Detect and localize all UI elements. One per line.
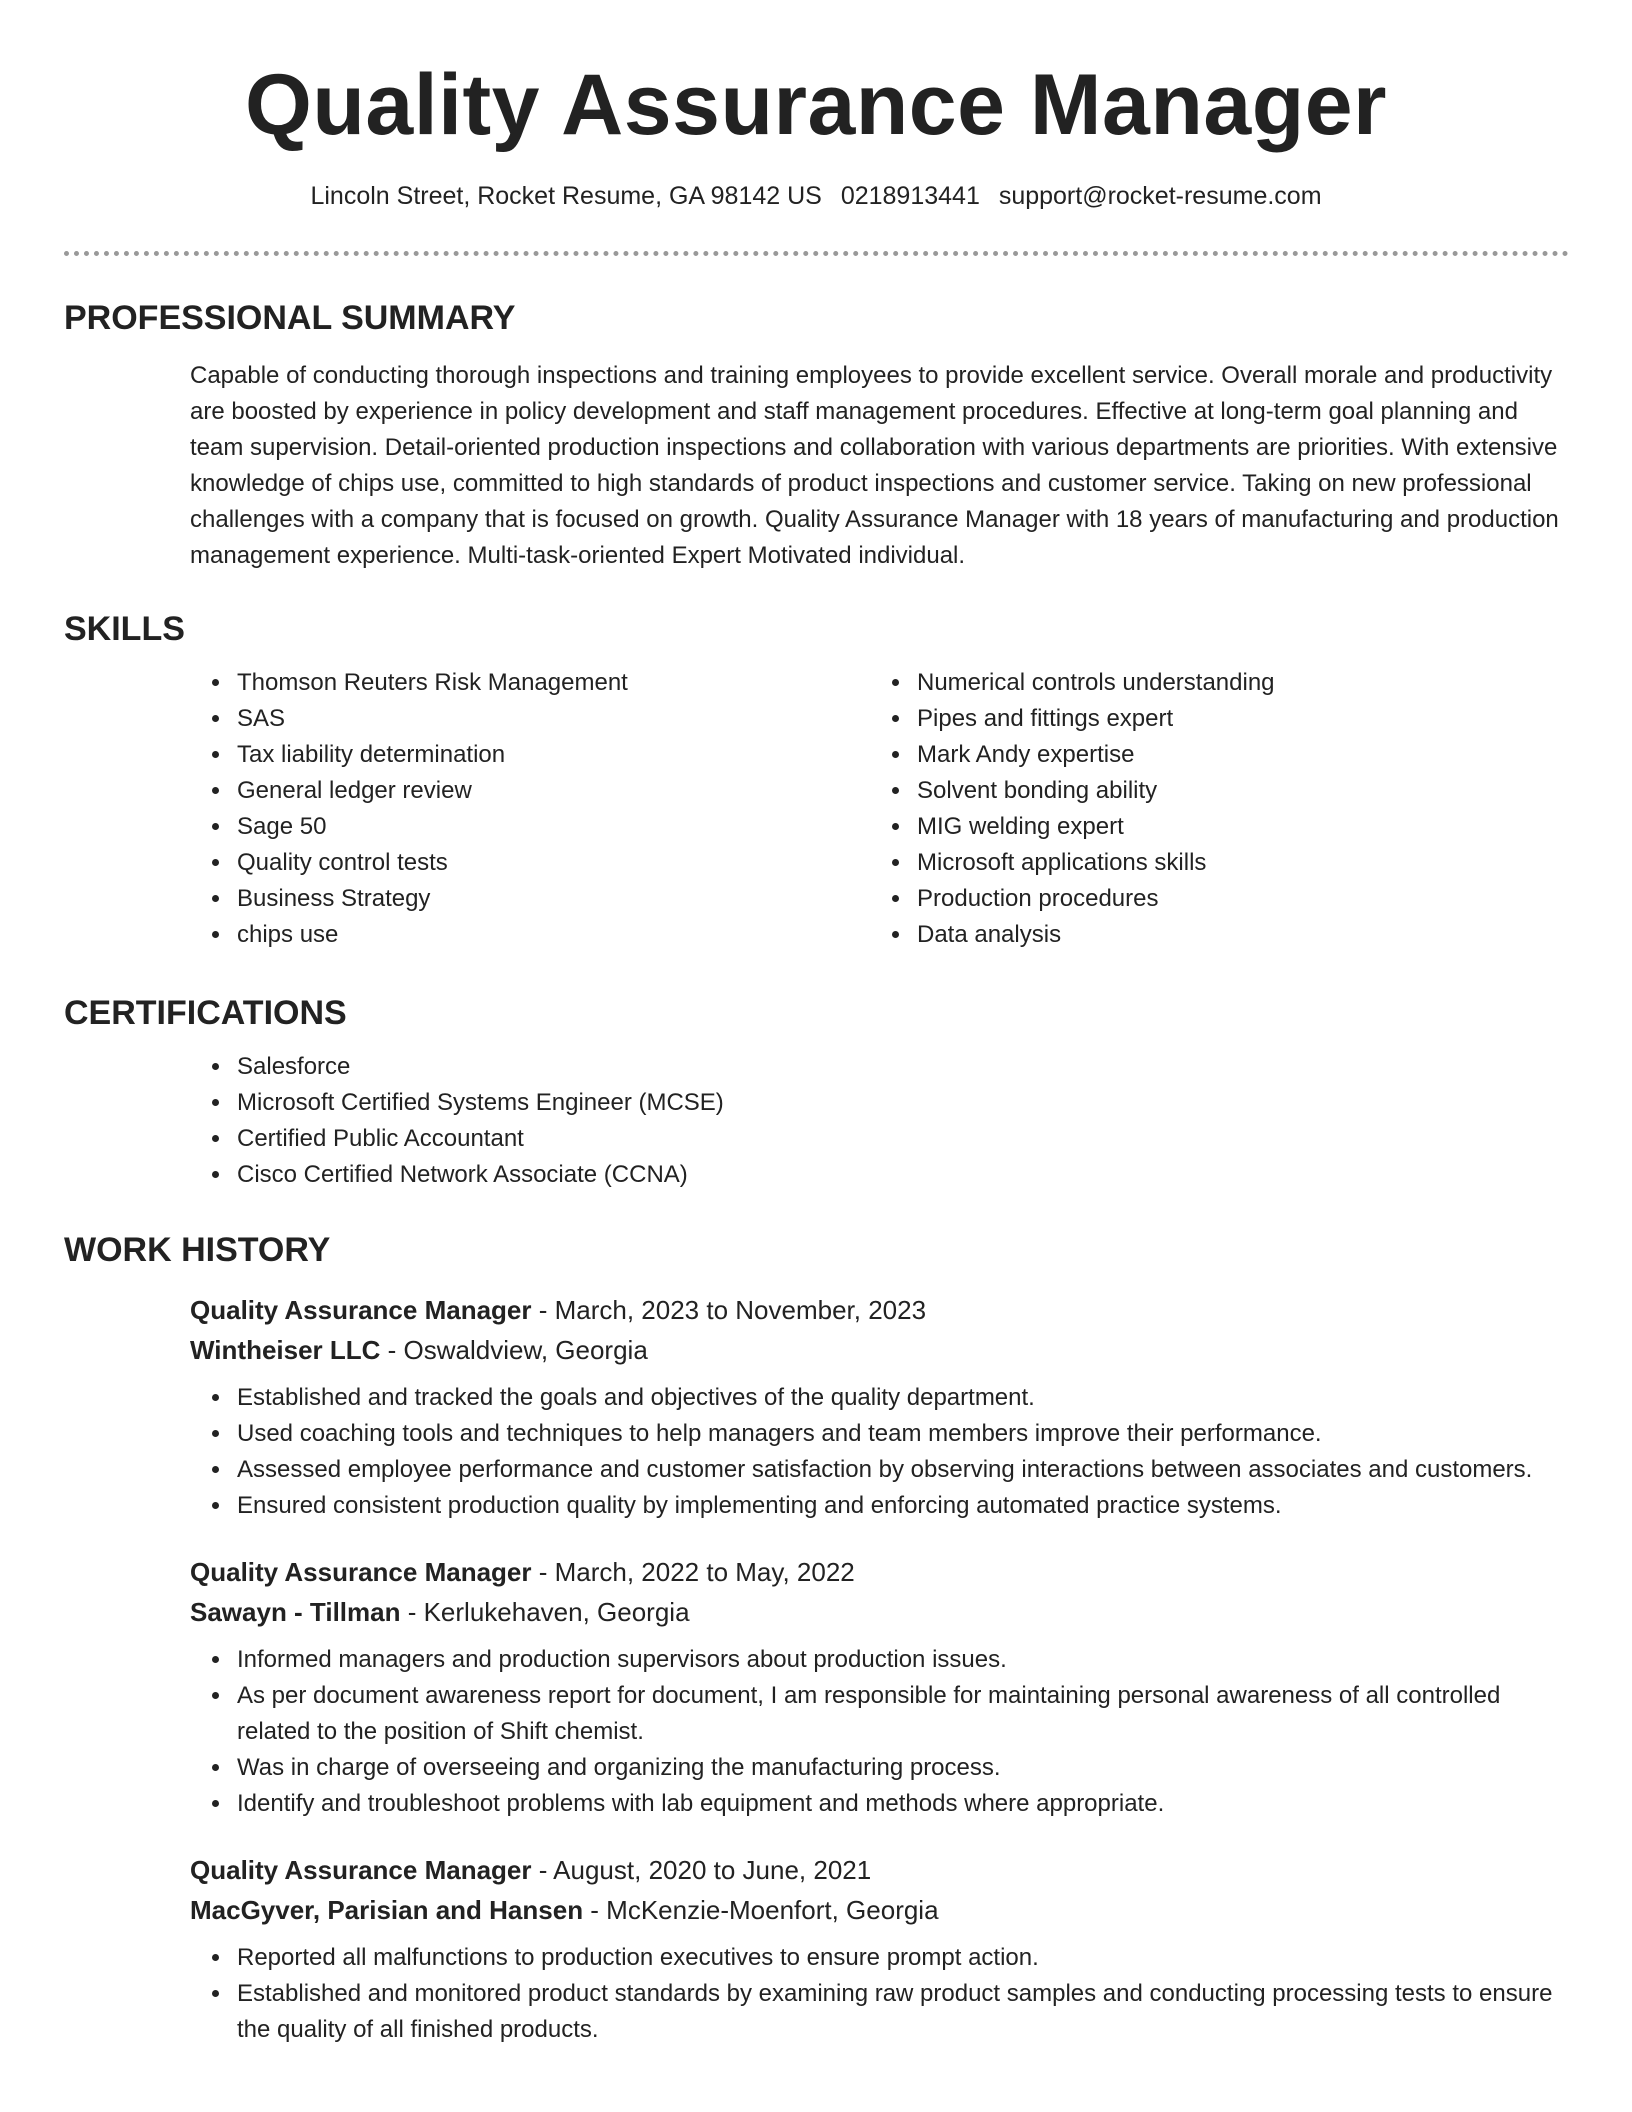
job-company-line <box>190 1330 1569 1370</box>
skill-item: • MIG welding expert <box>913 809 1423 845</box>
summary-text: Capable of conducting thorough inspections and training employees to provide excellent service. Overall morale and productivity are boosted by experience in policy development and staff management procedures. Effective at long-term goal planning and team supervision. Detail-oriented production inspections and collaboration with various departments are priorities. With extensive knowledge of chips use, committed to high standards of product inspections and customer service. Taking on new professional challenges with a company that is focused on growth. Quality Assurance Manager with 18 years of manufacturing and production management experience. Multi-task-oriented Expert Motivated individual. <box>190 362 1559 569</box>
certification-item: • Cisco Certified Network Associate (CCNA) <box>233 1157 1569 1193</box>
job-location: - Oswaldview, Georgia <box>380 1335 648 1365</box>
job-bullet: • Was in charge of overseeing and organizing the manufacturing process. <box>233 1750 1569 1786</box>
job-company-line <box>190 1592 1569 1632</box>
job-bullet: • Ensured consistent production quality by implementing and enforcing automated practice systems. <box>233 1488 1569 1524</box>
work-history-section <box>64 1228 1569 2048</box>
job-bullet: • Informed managers and production supervisors about production issues. <box>233 1642 1569 1678</box>
job-company: Sawayn - Tillman <box>190 1597 401 1627</box>
skills-columns <box>64 665 1569 953</box>
job-bullet: • Used coaching tools and techniques to help managers and team members improve their performance. <box>233 1416 1569 1452</box>
certification-item: • Salesforce <box>233 1049 1569 1085</box>
work-history-title: WORK HISTORY <box>64 1231 331 1269</box>
resume-name: Quality Assurance Manager <box>244 57 1388 153</box>
skill-item: • Quality control tests <box>233 845 743 881</box>
contact-line <box>0 180 1632 212</box>
skill-item: • SAS <box>233 701 743 737</box>
contact-phone: 0218913441 <box>840 182 980 210</box>
job-entry <box>190 1552 1569 1822</box>
contact-address: Lincoln Street, Rocket Resume, GA 98142 US <box>310 182 822 210</box>
job-entry <box>190 1290 1569 1524</box>
skill-item: • Numerical controls understanding <box>913 665 1423 701</box>
certifications-section <box>64 991 1569 1193</box>
job-bullet: • As per document awareness report for document, I am responsible for maintaining personal awareness of all controlled related to the position of Shift chemist. <box>233 1678 1569 1750</box>
job-title-line <box>190 1850 1569 1890</box>
job-company: MacGyver, Parisian and Hansen <box>190 1895 584 1925</box>
skill-item: • Pipes and fittings expert <box>913 701 1423 737</box>
certification-item: • Certified Public Accountant <box>233 1121 1569 1157</box>
job-title-line <box>190 1290 1569 1330</box>
job-bullet: • Identify and troubleshoot problems with lab equipment and methods where appropriate. <box>233 1786 1569 1822</box>
job-bullets <box>190 1642 1569 1822</box>
job-role: Quality Assurance Manager <box>190 1855 532 1885</box>
skill-item: • Data analysis <box>913 917 1423 953</box>
skill-item: • Solvent bonding ability <box>913 773 1423 809</box>
skills-list-left <box>64 665 743 953</box>
job-bullets <box>190 1940 1569 2048</box>
skill-item: • Business Strategy <box>233 881 743 917</box>
skill-item: • Microsoft applications skills <box>913 845 1423 881</box>
skills-section <box>64 607 1569 953</box>
contact-email: support@rocket-resume.com <box>998 182 1322 210</box>
job-entry <box>190 1850 1569 2048</box>
skills-title: SKILLS <box>64 610 185 648</box>
summary-title: PROFESSIONAL SUMMARY <box>64 299 516 337</box>
certifications-title: CERTIFICATIONS <box>64 994 347 1032</box>
job-dates: - March, 2023 to November, 2023 <box>531 1295 927 1325</box>
job-bullet: • Assessed employee performance and customer satisfaction by observing interactions between associates and customers. <box>233 1452 1569 1488</box>
summary-section <box>64 296 1569 574</box>
resume-header <box>0 55 1632 212</box>
skill-item: • Tax liability determination <box>233 737 743 773</box>
job-location: - Kerlukehaven, Georgia <box>400 1597 690 1627</box>
job-bullet: • Reported all malfunctions to production executives to ensure prompt action. <box>233 1940 1569 1976</box>
header-divider <box>64 251 1569 256</box>
skill-item: • Production procedures <box>913 881 1423 917</box>
skill-item: • Sage 50 <box>233 809 743 845</box>
certification-item: • Microsoft Certified Systems Engineer (MCSE) <box>233 1085 1569 1121</box>
job-bullet: • Established and monitored product standards by examining raw product samples and conducting processing tests to ensure the quality of all finished products. <box>233 1976 1569 2048</box>
job-location: - McKenzie-Moenfort, Georgia <box>583 1895 939 1925</box>
job-bullet: • Established and tracked the goals and objectives of the quality department. <box>233 1380 1569 1416</box>
job-role: Quality Assurance Manager <box>190 1557 532 1587</box>
skill-item: • chips use <box>233 917 743 953</box>
job-role: Quality Assurance Manager <box>190 1295 532 1325</box>
job-company: Wintheiser LLC <box>190 1335 381 1365</box>
job-bullets <box>190 1380 1569 1524</box>
job-dates: - August, 2020 to June, 2021 <box>531 1855 872 1885</box>
job-dates: - March, 2022 to May, 2022 <box>531 1557 855 1587</box>
job-company-line <box>190 1890 1569 1930</box>
job-title-line <box>190 1552 1569 1592</box>
skill-item: • General ledger review <box>233 773 743 809</box>
skill-item: • Mark Andy expertise <box>913 737 1423 773</box>
skill-item: • Thomson Reuters Risk Management <box>233 665 743 701</box>
skills-list-right <box>743 665 1423 953</box>
certifications-list <box>64 1049 1569 1193</box>
